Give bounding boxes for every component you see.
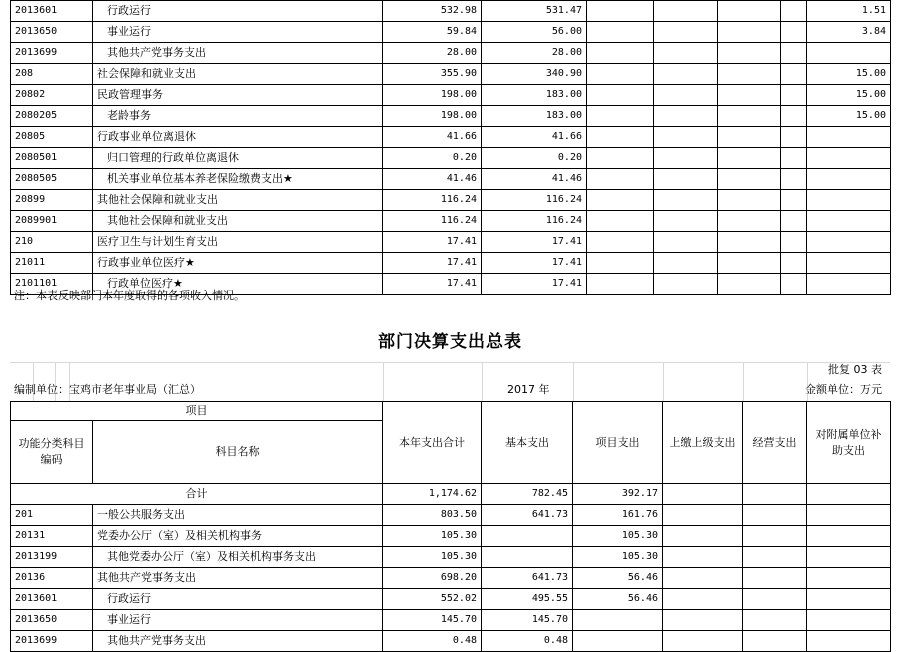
cell-basic: 116.24 [482, 190, 587, 211]
cell-code: 20131 [11, 526, 93, 547]
cell-code: 210 [11, 232, 93, 253]
header-code: 功能分类科目编码 [11, 421, 93, 484]
cell-code: 2080205 [11, 106, 93, 127]
cell-subsidy [807, 190, 891, 211]
header-basic: 基本支出 [482, 402, 573, 484]
cell-empty [781, 127, 807, 148]
total-subsidy [807, 484, 891, 505]
form-number: 批复 03 表 [828, 363, 882, 376]
income-table-continued [10, 0, 891, 295]
table-row [11, 190, 891, 211]
cell-project [573, 610, 663, 631]
cell-name: 行政运行 [93, 589, 383, 610]
cell-subsidy [807, 568, 891, 589]
total-project: 392.17 [573, 484, 663, 505]
cell-empty [587, 1, 654, 22]
cell-subsidy [807, 274, 891, 295]
cell-empty [654, 148, 718, 169]
unit-label: 编制单位：宝鸡市老年事业局（汇总） [14, 383, 201, 396]
cell-empty [781, 22, 807, 43]
cell-project: 56.46 [573, 568, 663, 589]
cell-name: 事业运行 [93, 22, 383, 43]
cell-basic: 531.47 [482, 1, 587, 22]
cell-business [743, 547, 807, 568]
cell-name: 党委办公厅（室）及相关机构事务 [93, 526, 383, 547]
cell-code: 20136 [11, 568, 93, 589]
cell-empty [654, 127, 718, 148]
cell-total: 17.41 [383, 232, 482, 253]
table-row [11, 547, 891, 568]
cell-empty [718, 274, 781, 295]
cell-name: 行政事业单位医疗★ [93, 253, 383, 274]
cell-upper [663, 547, 743, 568]
cell-code: 2013650 [11, 610, 93, 631]
cell-empty [781, 253, 807, 274]
cell-basic: 145.70 [482, 610, 573, 631]
table-row [11, 589, 891, 610]
cell-name: 一般公共服务支出 [93, 505, 383, 526]
cell-total: 116.24 [383, 211, 482, 232]
cell-project: 56.46 [573, 589, 663, 610]
cell-subsidy [807, 589, 891, 610]
cell-empty [718, 106, 781, 127]
cell-total: 105.30 [383, 526, 482, 547]
cell-upper [663, 568, 743, 589]
cell-empty [654, 85, 718, 106]
cell-business [743, 610, 807, 631]
header-item: 项目 [11, 402, 383, 421]
expenditure-summary-table [10, 401, 891, 652]
cell-name: 归口管理的行政单位离退休 [93, 148, 383, 169]
cell-subsidy [807, 127, 891, 148]
cell-code: 2013601 [11, 589, 93, 610]
cell-total: 41.66 [383, 127, 482, 148]
cell-code: 21011 [11, 253, 93, 274]
table-note: 注：本表反映部门本年度取得的各项收入情况。 [14, 289, 245, 302]
cell-empty [587, 190, 654, 211]
cell-name: 社会保障和就业支出 [93, 64, 383, 85]
table-row [11, 526, 891, 547]
cell-empty [718, 169, 781, 190]
cell-code: 2013699 [11, 631, 93, 652]
cell-total: 698.20 [383, 568, 482, 589]
cell-name: 行政单位医疗★ [93, 274, 383, 295]
cell-empty [587, 169, 654, 190]
cell-code: 2080505 [11, 169, 93, 190]
cell-subsidy [807, 148, 891, 169]
cell-basic: 116.24 [482, 211, 587, 232]
cell-subsidy: 15.00 [807, 85, 891, 106]
cell-empty [781, 232, 807, 253]
cell-basic [482, 547, 573, 568]
table-row [11, 232, 891, 253]
cell-subsidy [807, 253, 891, 274]
cell-name: 其他共产党事务支出 [93, 568, 383, 589]
table-row [11, 631, 891, 652]
cell-business [743, 589, 807, 610]
cell-code: 2089901 [11, 211, 93, 232]
cell-empty [587, 64, 654, 85]
cell-empty [587, 274, 654, 295]
cell-empty [654, 274, 718, 295]
total-business [743, 484, 807, 505]
cell-upper [663, 631, 743, 652]
table-row [11, 505, 891, 526]
cell-empty [718, 43, 781, 64]
cell-basic: 641.73 [482, 568, 573, 589]
table-row [11, 211, 891, 232]
table-row [11, 43, 891, 64]
cell-empty [718, 64, 781, 85]
cell-empty [587, 22, 654, 43]
cell-subsidy: 1.51 [807, 1, 891, 22]
cell-empty [781, 211, 807, 232]
cell-subsidy: 15.00 [807, 106, 891, 127]
cell-name: 其他共产党事务支出 [93, 631, 383, 652]
cell-project [573, 631, 663, 652]
cell-empty [654, 211, 718, 232]
cell-project: 105.30 [573, 547, 663, 568]
cell-basic [482, 526, 573, 547]
cell-empty [718, 1, 781, 22]
cell-empty [718, 253, 781, 274]
cell-subsidy: 15.00 [807, 64, 891, 85]
cell-business [743, 505, 807, 526]
cell-total: 105.30 [383, 547, 482, 568]
table-row [11, 85, 891, 106]
cell-name: 事业运行 [93, 610, 383, 631]
cell-empty [718, 232, 781, 253]
cell-subsidy [807, 169, 891, 190]
cell-name: 机关事业单位基本养老保险缴费支出★ [93, 169, 383, 190]
cell-subsidy [807, 43, 891, 64]
cell-upper [663, 526, 743, 547]
cell-subsidy [807, 547, 891, 568]
cell-code: 20805 [11, 127, 93, 148]
cell-basic: 0.48 [482, 631, 573, 652]
cell-total: 532.98 [383, 1, 482, 22]
table-row [11, 64, 891, 85]
total-row [11, 484, 891, 505]
table-row [11, 169, 891, 190]
year-label: 2017 年 [507, 383, 550, 396]
total-upper [663, 484, 743, 505]
cell-empty [654, 190, 718, 211]
cell-empty [654, 253, 718, 274]
cell-subsidy [807, 631, 891, 652]
cell-name: 其他社会保障和就业支出 [93, 211, 383, 232]
cell-empty [718, 148, 781, 169]
cell-empty [587, 211, 654, 232]
cell-name: 其他社会保障和就业支出 [93, 190, 383, 211]
cell-total: 145.70 [383, 610, 482, 631]
cell-subsidy [807, 610, 891, 631]
table-row [11, 148, 891, 169]
cell-basic: 56.00 [482, 22, 587, 43]
cell-empty [654, 64, 718, 85]
table-row [11, 127, 891, 148]
cell-name: 其他党委办公厅（室）及相关机构事务支出 [93, 547, 383, 568]
header-subsidy: 对附属单位补助支出 [807, 402, 891, 484]
cell-empty [587, 232, 654, 253]
cell-name: 医疗卫生与计划生育支出 [93, 232, 383, 253]
cell-subsidy: 3.84 [807, 22, 891, 43]
cell-total: 17.41 [383, 274, 482, 295]
cell-empty [718, 127, 781, 148]
amount-unit: 金额单位：万元 [805, 383, 882, 396]
cell-empty [718, 85, 781, 106]
cell-empty [781, 190, 807, 211]
cell-empty [654, 169, 718, 190]
cell-basic: 641.73 [482, 505, 573, 526]
cell-empty [718, 22, 781, 43]
cell-code: 2101101 [11, 274, 93, 295]
cell-empty [654, 43, 718, 64]
cell-empty [781, 274, 807, 295]
table-row [11, 22, 891, 43]
cell-code: 20802 [11, 85, 93, 106]
cell-total: 803.50 [383, 505, 482, 526]
cell-code: 2013199 [11, 547, 93, 568]
cell-code: 20899 [11, 190, 93, 211]
table-row [11, 568, 891, 589]
cell-empty [654, 22, 718, 43]
total-label: 合计 [11, 484, 383, 505]
cell-basic: 17.41 [482, 232, 587, 253]
cell-total: 198.00 [383, 85, 482, 106]
cell-name: 行政事业单位离退休 [93, 127, 383, 148]
cell-business [743, 568, 807, 589]
header-business: 经营支出 [743, 402, 807, 484]
cell-code: 2013650 [11, 22, 93, 43]
cell-total: 0.48 [383, 631, 482, 652]
cell-empty [654, 1, 718, 22]
cell-total: 116.24 [383, 190, 482, 211]
total-total: 1,174.62 [383, 484, 482, 505]
cell-empty [718, 211, 781, 232]
cell-upper [663, 589, 743, 610]
cell-empty [654, 106, 718, 127]
form-number-row [10, 360, 890, 380]
cell-empty [781, 106, 807, 127]
cell-total: 59.84 [383, 22, 482, 43]
cell-total: 28.00 [383, 43, 482, 64]
cell-code: 201 [11, 505, 93, 526]
header-name: 科目名称 [93, 421, 383, 484]
cell-upper [663, 505, 743, 526]
cell-name: 行政运行 [93, 1, 383, 22]
cell-subsidy [807, 526, 891, 547]
table-row [11, 1, 891, 22]
cell-business [743, 526, 807, 547]
cell-project: 161.76 [573, 505, 663, 526]
cell-total: 552.02 [383, 589, 482, 610]
table-row [11, 106, 891, 127]
cell-code: 2080501 [11, 148, 93, 169]
cell-empty [587, 253, 654, 274]
header-project: 项目支出 [573, 402, 663, 484]
cell-basic: 17.41 [482, 274, 587, 295]
cell-basic: 41.66 [482, 127, 587, 148]
cell-empty [781, 169, 807, 190]
cell-empty [587, 106, 654, 127]
cell-code: 208 [11, 64, 93, 85]
cell-name: 老龄事务 [93, 106, 383, 127]
cell-empty [781, 1, 807, 22]
cell-total: 17.41 [383, 253, 482, 274]
cell-subsidy [807, 232, 891, 253]
cell-empty [587, 148, 654, 169]
header-total: 本年支出合计 [383, 402, 482, 484]
meta-row [10, 380, 890, 400]
cell-empty [781, 43, 807, 64]
cell-empty [781, 85, 807, 106]
cell-basic: 183.00 [482, 85, 587, 106]
cell-empty [781, 64, 807, 85]
cell-code: 2013699 [11, 43, 93, 64]
cell-basic: 0.20 [482, 148, 587, 169]
cell-name: 民政管理事务 [93, 85, 383, 106]
cell-subsidy [807, 211, 891, 232]
cell-empty [587, 127, 654, 148]
cell-empty [718, 190, 781, 211]
cell-code: 2013601 [11, 1, 93, 22]
cell-subsidy [807, 505, 891, 526]
cell-empty [654, 232, 718, 253]
table-row [11, 253, 891, 274]
header-upper: 上缴上级支出 [663, 402, 743, 484]
cell-empty [587, 43, 654, 64]
cell-basic: 17.41 [482, 253, 587, 274]
cell-empty [781, 148, 807, 169]
cell-upper [663, 610, 743, 631]
cell-business [743, 631, 807, 652]
cell-total: 198.00 [383, 106, 482, 127]
cell-total: 355.90 [383, 64, 482, 85]
page-title: 部门决算支出总表 [378, 332, 522, 352]
cell-project: 105.30 [573, 526, 663, 547]
total-basic: 782.45 [482, 484, 573, 505]
cell-empty [587, 85, 654, 106]
cell-basic: 340.90 [482, 64, 587, 85]
cell-name: 其他共产党事务支出 [93, 43, 383, 64]
cell-basic: 183.00 [482, 106, 587, 127]
cell-basic: 41.46 [482, 169, 587, 190]
cell-total: 0.20 [383, 148, 482, 169]
cell-basic: 28.00 [482, 43, 587, 64]
table-row [11, 610, 891, 631]
cell-total: 41.46 [383, 169, 482, 190]
cell-basic: 495.55 [482, 589, 573, 610]
